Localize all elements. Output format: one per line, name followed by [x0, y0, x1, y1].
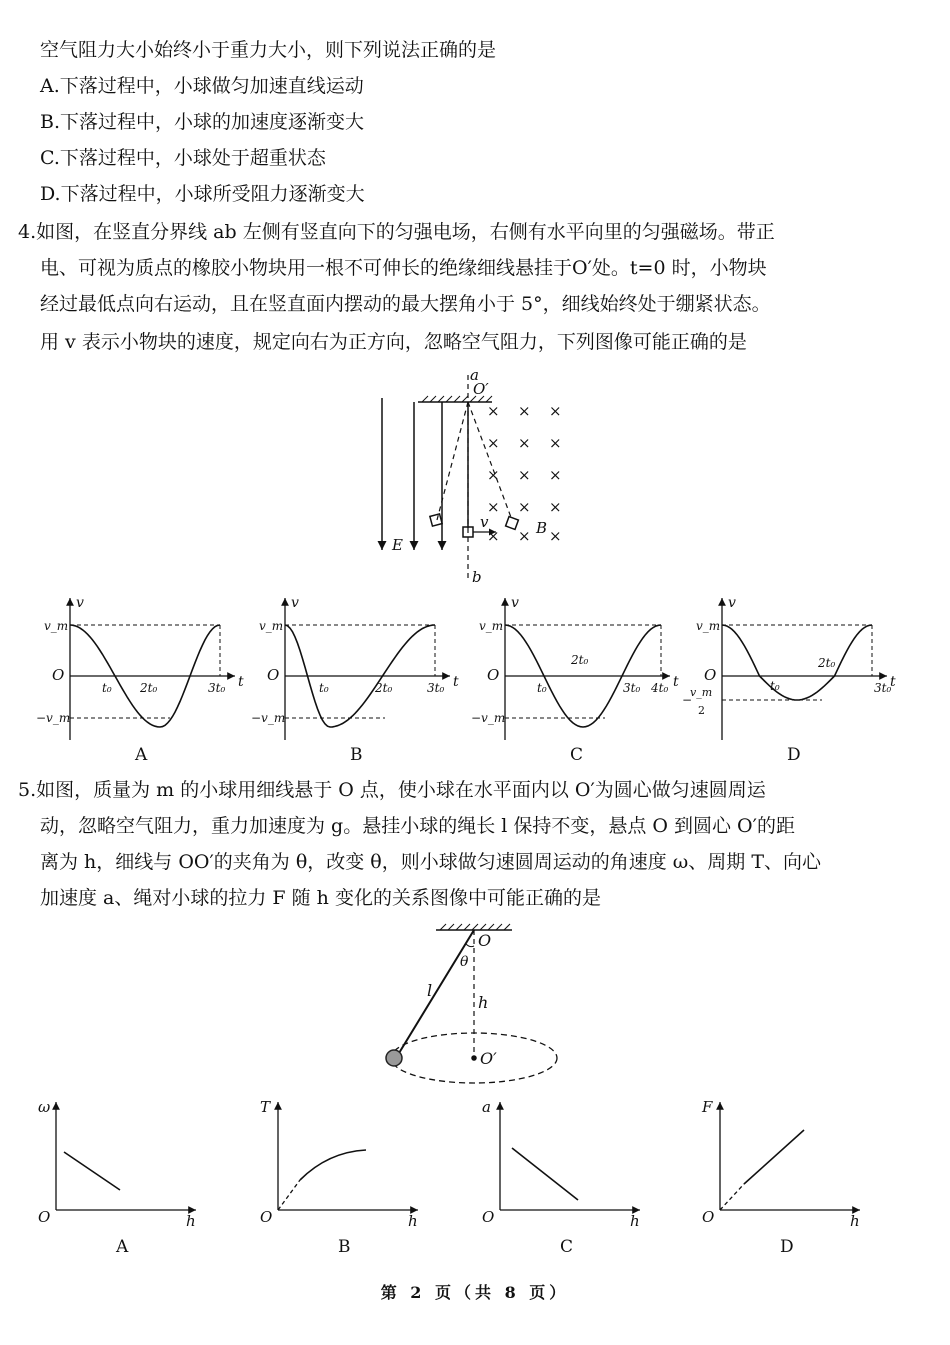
svg-text:×: × — [487, 434, 500, 452]
y-axis-label: a — [482, 1098, 491, 1116]
svg-text:×: × — [518, 527, 531, 545]
vmin-label-den: 2 — [698, 704, 705, 717]
svg-text:×: × — [549, 527, 562, 545]
tick-t0: t₀ — [770, 679, 780, 693]
origin-label: O — [38, 1208, 51, 1226]
tick-3t0: 3t₀ — [874, 681, 892, 695]
tick-t0: t₀ — [537, 681, 547, 695]
svg-text:×: × — [549, 466, 562, 484]
accel-line — [512, 1148, 578, 1200]
tick-2t0: 2t₀ — [375, 681, 393, 695]
svg-text:×: × — [487, 466, 500, 484]
q3-option-d: D.下落过程中，小球所受阻力逐渐变大 — [40, 183, 365, 205]
q4-graph-c — [471, 595, 679, 765]
q4-graphs — [36, 595, 896, 765]
y-axis-label: F — [702, 1098, 713, 1116]
q5-label-o: O — [478, 931, 492, 950]
q4-label-o: O′ — [473, 380, 489, 398]
graph-label: B — [338, 1237, 351, 1257]
force-line — [744, 1130, 804, 1184]
q5-line-1: 5.如图，质量为 m 的小球用细线悬于 O 点，使小球在水平面内以 O′为圆心做匀速圆周运 — [18, 779, 766, 801]
q3-option-a: A.下落过程中，小球做匀加速直线运动 — [40, 75, 364, 97]
t-axis-label: t — [890, 674, 896, 690]
y-axis-label: T — [260, 1098, 271, 1116]
t-axis-label: t — [673, 674, 679, 690]
page-footer: 第 2 页（共 8 页） — [380, 1283, 570, 1302]
q4-label-b-field: B — [536, 519, 548, 537]
q4-label-e: E — [392, 536, 403, 554]
q5-line-2: 动，忽略空气阻力，重力加速度为 g。悬挂小球的绳长 l 保持不变，悬点 O 到圆心 O′的距 — [40, 815, 795, 837]
x-axis-label: h — [850, 1212, 860, 1230]
vmin-label: −v_m — [251, 711, 286, 725]
graph-label: D — [780, 1237, 794, 1257]
period-curve — [300, 1150, 366, 1180]
q5-label-theta: θ — [460, 954, 469, 970]
tick-3t0: 3t₀ — [208, 681, 226, 695]
t-axis-label: t — [453, 674, 459, 690]
graph-label: D — [787, 745, 801, 765]
t-axis-label: t — [238, 674, 244, 690]
q5-label-o-prime: O′ — [480, 1049, 497, 1068]
q5-graph-d — [701, 1098, 860, 1257]
x-axis-label: h — [408, 1212, 418, 1230]
svg-text:×: × — [487, 527, 500, 545]
x-axis-label: h — [186, 1212, 196, 1230]
omega-line — [64, 1152, 120, 1190]
svg-text:×: × — [487, 498, 500, 516]
graph-label: A — [116, 1237, 129, 1257]
vmin-label: −v_m — [36, 711, 71, 725]
q4-line-4: 用 v 表示小物块的速度，规定向右为正方向，忽略空气阻力，下列图像可能正确的是 — [40, 331, 747, 353]
origin-label: O — [704, 666, 717, 684]
q3-stem-tail: 空气阻力大小始终小于重力大小，则下列说法正确的是 — [40, 39, 497, 61]
vmax-label: v_m — [479, 619, 504, 633]
vmax-label: v_m — [696, 619, 721, 633]
q5-graph-a — [38, 1098, 196, 1257]
q4-label-a: a — [470, 366, 479, 384]
svg-text:×: × — [518, 466, 531, 484]
tick-3t0: 3t₀ — [427, 681, 445, 695]
svg-text:×: × — [518, 402, 531, 420]
q5-line-4: 加速度 a、绳对小球的拉力 F 随 h 变化的关系图像中可能正确的是 — [40, 887, 601, 909]
tick-t0: t₀ — [102, 681, 112, 695]
y-axis-label: ω — [38, 1098, 51, 1116]
q4-graph-d — [682, 595, 896, 765]
graph-label: A — [135, 745, 148, 765]
q5-label-h: h — [478, 993, 489, 1012]
q4-label-v: v — [480, 513, 489, 531]
origin-label: O — [487, 666, 500, 684]
vmax-label: v_m — [259, 619, 284, 633]
origin-label: O — [702, 1208, 715, 1226]
x-axis-label: h — [630, 1212, 640, 1230]
origin-label: O — [52, 666, 65, 684]
svg-text:×: × — [549, 402, 562, 420]
graph-label: C — [570, 745, 584, 765]
tick-2t0: 2t₀ — [818, 656, 836, 670]
origin-label: O — [482, 1208, 495, 1226]
v-axis-label: v — [728, 595, 736, 611]
tick-2t0: 2t₀ — [571, 653, 589, 667]
tick-4t0: 4t₀ — [651, 681, 669, 695]
tick-2t0: 2t₀ — [140, 681, 158, 695]
q3-option-c: C.下落过程中，小球处于超重状态 — [40, 147, 326, 169]
force-dashed — [720, 1184, 744, 1210]
q5-graphs — [38, 1098, 860, 1257]
tick-3t0: 3t₀ — [623, 681, 641, 695]
q5-graph-c — [482, 1098, 640, 1257]
q5-figure — [386, 924, 557, 1083]
tick-t0: t₀ — [319, 681, 329, 695]
vmin-label-num: v_m — [690, 686, 713, 699]
origin-label: O — [267, 666, 280, 684]
q5-graph-b — [260, 1098, 418, 1257]
v-axis-label: v — [291, 595, 299, 611]
q3-option-b: B.下落过程中，小球的加速度逐渐变大 — [40, 111, 365, 133]
v-axis-label: v — [511, 595, 519, 611]
vmin-label: −v_m — [471, 711, 506, 725]
svg-text:×: × — [549, 498, 562, 516]
v-axis-label: v — [76, 595, 84, 611]
period-dashed — [278, 1180, 300, 1210]
q4-graph-a — [36, 595, 244, 765]
svg-text:×: × — [487, 402, 500, 420]
q5-line-3: 离为 h，细线与 OO′的夹角为 θ，改变 θ，则小球做匀速圆周运动的角速度 ω、周期 T、向心 — [40, 851, 821, 873]
q5-label-l: l — [427, 981, 433, 1000]
q4-graph-b — [251, 595, 459, 765]
q4-label-b: b — [472, 568, 482, 586]
v-curve — [722, 625, 872, 700]
q4-magnetic-field-crosses — [487, 402, 562, 545]
svg-text:×: × — [518, 498, 531, 516]
vmin-minus: − — [682, 693, 693, 707]
graph-label: C — [560, 1237, 574, 1257]
vmax-label: v_m — [44, 619, 69, 633]
svg-text:×: × — [549, 434, 562, 452]
svg-text:×: × — [518, 434, 531, 452]
q4-line-1: 4.如图，在竖直分界线 ab 左侧有竖直向下的匀强电场，右侧有水平向里的匀强磁场。带正 — [18, 221, 775, 243]
q4-line-3: 经过最低点向右运动，且在竖直面内摆动的最大摆角小于 5°，细线始终处于绷紧状态。 — [40, 293, 771, 315]
graph-label: B — [350, 745, 363, 765]
q4-line-2: 电、可视为质点的橡胶小物块用一根不可伸长的绝缘细线悬挂于O′处。t=0 时，小物块 — [40, 257, 767, 279]
origin-label: O — [260, 1208, 273, 1226]
